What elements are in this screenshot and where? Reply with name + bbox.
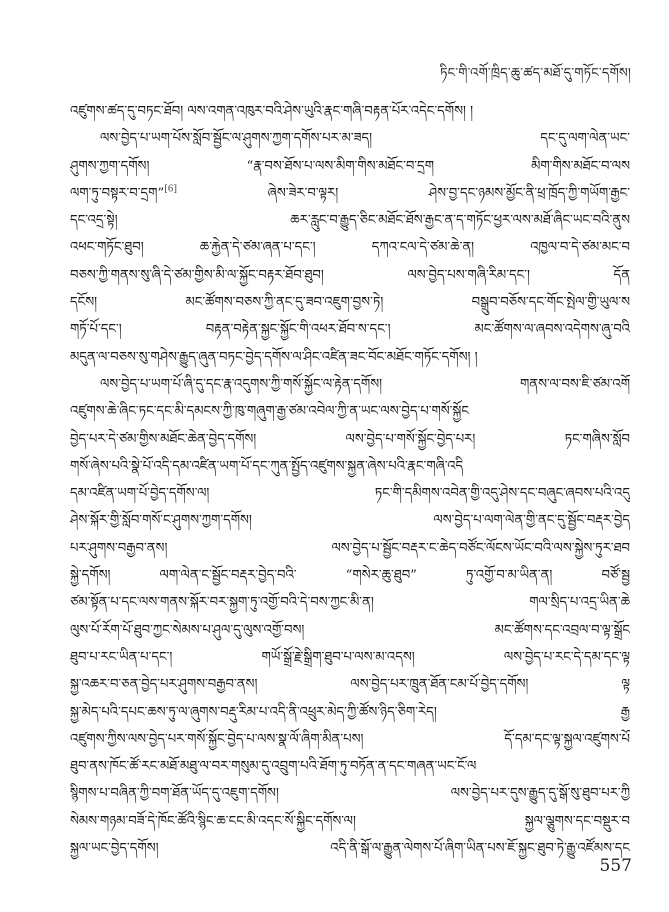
text-line	[70, 808, 630, 835]
text-line	[70, 644, 630, 671]
text-line	[70, 98, 630, 125]
page-number: 557	[599, 856, 632, 876]
text-line	[70, 671, 630, 698]
text-line	[70, 207, 630, 234]
text-line	[70, 125, 630, 152]
text-line	[70, 617, 630, 644]
running-header: ཏིང་གི་འགོ་ཁྲིད་ཆུ་ཚད་མཐོ་དུ་གཏོང་དགོས།	[440, 66, 631, 81]
text-line	[70, 780, 630, 807]
line-text: སྙིགས་པ་བཞིན་ཀྱི་བག་ཐོན་ཡོད་དུ་འཇུག་དགོས། ལས་བྱེད་པར་དུས་རྒྱུད་དུ་སྒོ་སུ་ཐུབ་པར་ཀྱི	[70, 786, 630, 802]
line-text: འཕང་གཏོང་ཐུབ། ཆ་རྐྱེན་དེ་ཙམ་ཞན་པ་དང་། དཀའ་ངལ་དེ་ཙམ་ཆེ་ན། འཁྱལ་བ་དེ་ཙམ་མང་བ	[70, 240, 630, 256]
text-line	[70, 344, 630, 371]
text-line	[70, 835, 630, 862]
text-line	[70, 316, 630, 343]
text-line	[70, 371, 630, 398]
line-text: དང་འདྲ་སྟེ། ཆར་རླུང་བ་རྒྱུད་ཅིང་མཐོང་ཐོས་རྒྱང་ན་ད་གཏོང་ཕྱར་ལས་མཐོ་ཞིང་ཡང་བའི་ནུས	[70, 213, 630, 229]
text-line	[70, 153, 630, 180]
line-text: མདུན་ལ་བཅས་སུ་གཤེས་རྒྱུད་ཞུན་བཏང་བྱེད་དགོས་ལ་ཤིང་འཛིན་ཟང་བོང་མཐོང་གཏོང་དགོས། །	[70, 349, 478, 365]
text-line	[70, 589, 630, 616]
line-text: གསོ་ཞེས་པའི་སྣེ་པོ་འདི་དམ་འཛིན་ཡག་པོ་དང་ཀུན་སྤྱོད་འཛུགས་སྐྱན་ཞེས་པའི་རྣང་གཞི་འདི	[70, 458, 464, 474]
line-text: ལས་བྱེད་པ་ཡག་པོས་སློབ་སྦྱོང་ལ་ཤུགས་ཀྱག་དགོས་པར་མ་ཟད། དང་དུ་ལག་ལེན་ཡང་	[100, 131, 630, 147]
line-text: འཛུགས་ཆེ་ཞིང་ཏང་དང་མི་དམངས་ཀྱི་ཁུ་གཞུག་རྒྱ་ཙམ་འབེལ་ཀྱི་ན་ཡང་ལས་བྱེད་པ་གསོ་སྐྱོང	[70, 404, 469, 420]
line-text: དངོས། མང་ཚོགས་བཅས་ཀྱི་ནང་དུ་ཟབ་འཇུག་བྱས་ཏེ། བསྒྲུབ་བཅོས་དང་གོང་སྤེལ་གྱི་ཡུལ་ས	[70, 295, 630, 311]
line-text: འཛུགས་ཚད་དུ་བཏང་ཐོབ། ལས་འགན་འཁུར་བའི་ཤེས་ཡུའི་རྣང་གཞི་བརྟན་པོར་འདེང་དགོས། །	[70, 104, 474, 119]
text-line	[70, 507, 630, 534]
line-text: འཛུགས་ཀྱིས་ལས་བྱེད་པར་གསོ་སྐྱོང་བྱེད་པ་ལས་སྣ་ལོ་ཞིག་མིན་པས། དོ་དམ་དང་ལྟ་སྐྱལ་འཛུགས་པོ	[70, 731, 630, 747]
line-text: ཐུབ་པ་རང་ཡིན་པ་དང་། གཡོ་སྒྲོ་རྗེ་སྒྲིག་ཐུབ་པ་ལས་མ་འདས། ལས་བྱེད་པ་རང་དེ་དམ་དང་ལྟ	[70, 649, 630, 665]
line-text: སྐྱེ་དགོས། ལག་ལེན་ང་སྦྱོང་བརྡར་བྱེད་བའི་ “གསེར་ཆུ་ཐུབ” ཏུ་འགྱོ་བ་མ་ཡིན་ན། བཙོ་སྦྱ	[70, 568, 630, 584]
line-text: སྐྱ་མེད་པའི་དཔང་ཆས་ཏུ་ལ་ཞུགས་བརྡུ་རིམ་པ་འདི་ནི་འཕྲུར་མེད་ཀྱི་ཚོས་ཉིད་ཅིག་རེད། རྒྱ	[70, 704, 630, 720]
text-line	[70, 699, 630, 726]
line-text: ཤེས་སྐོར་གྱི་སློབ་གསོ་ང་ཤུགས་ཀྱག་དགོས། ལས་བྱེད་པ་ལག་ལེན་གྱི་ནང་དུ་སྦྱོང་བརྡར་བྱེད	[70, 513, 630, 529]
text-line	[70, 562, 630, 589]
line-text: བཅས་ཀྱི་གནས་སུ་ཞི་དེ་ཙམ་གྱིས་མི་ལ་སྐྱོང་བརྟར་ཐོབ་ཐུབ། ལས་བྱེད་པས་གཞི་རིམ་དང་། དོན	[70, 267, 630, 283]
line-text: གཏོ་པོ་དང་། བརྟན་བརྟེན་སྐྱང་སྐྱོང་གི་འཕར་ཐོབ་ས་དང་། མང་ཚོགས་ལ་ཞབས་འདེགས་ཞུ་བའི	[70, 322, 630, 338]
line-text: ཐུབ་ནས་ཁོང་ཚོ་རང་མཐོ་མཐུ་ལ་བར་གསུམ་དུ་འབྲུག་པའི་ཐོག་ཏུ་བཏོན་ན་དང་གཞན་ཡང་ངོ་ལ	[70, 759, 477, 775]
line-text: སྐྱལ་ཡང་བྱེད་དགོས། འདི་ནི་སྒོ་ལ་རྒྱུན་ལེགས་པོ་ཞིག་ཡིན་པས་ཇོ་སྐྱང་ཐུབ་ཏེ་རྒྱུ་འཛོམས་དང	[70, 841, 630, 857]
line-text: སྐྱ་འཆར་བ་ཅན་བྱེད་པར་ཤུགས་བརྒྱབ་ནས། ལས་བྱེད་པར་ཁྲུན་ཐོན་ངམ་པོ་བྱེད་དགོས། ལྟ	[70, 677, 630, 693]
text-line	[70, 234, 630, 261]
text-line	[70, 426, 630, 453]
body-text	[70, 98, 630, 862]
line-text-continued: ཞེས་ཟེར་བ་ལྟར། ཤེས་བྱ་དང་ཉམས་མྱོང་ནི་ཕྲ་ཁྲོད་ཀྱི་གཡོག་རྒྱང་	[176, 185, 630, 201]
text-line	[70, 726, 630, 753]
line-text: ལུས་པོ་རོག་པོ་ཐུབ་ཀྱང་སེམས་པ་ཤུལ་དུ་ལུས་འགྱོ་བས། མང་ཚོགས་དང་འབྲལ་བ་ལྟ་སྒྲོང	[70, 622, 630, 638]
line-text: ལག་ཏུ་བསྟར་བ་དྲག”	[70, 185, 165, 201]
text-line	[70, 262, 630, 289]
line-text: བྱེད་པར་དེ་ཙམ་གྱིས་མཐོང་ཆེན་བྱེད་དགོས། ལས་བྱེད་པ་གསོ་སྐྱོང་བྱེད་པར། ཏང་གཞིས་སློབ	[70, 431, 630, 447]
text-line	[70, 753, 630, 780]
text-line	[70, 398, 630, 425]
text-line	[70, 180, 630, 207]
footnote-marker[interactable]: [6]	[164, 184, 177, 195]
line-text: ཤུགས་ཀྱག་དགོས། “རྣ་བས་ཐོས་པ་ལས་མིག་གིས་མཐོང་བ་དྲག མིག་གིས་མཐོང་བ་ལས	[70, 158, 630, 174]
text-line	[70, 480, 630, 507]
line-text: སེམས་གཉམ་བཟོ་དེ་ཁོང་ཚོའི་སྙིང་ཆ་ངང་མི་འདང་སོ་སྐྱིང་དགོས་ལ། སྐྱལ་ལྕུགས་དང་བསྡུར་བ	[70, 813, 630, 829]
text-line	[70, 535, 630, 562]
line-text: དམ་འཛིན་ཡག་པོ་བྱེད་དགོས་ལ། ཏང་གི་དམིགས་འབེན་གྱི་འདུ་ཤེས་དང་བཞུང་ཞབས་པའི་འདུ	[70, 486, 630, 502]
text-line	[70, 289, 630, 316]
line-text: པར་ཤུགས་བརྒྱབ་ནས། ལས་བྱེད་པ་སྦྱོང་བརྡར་ང་ཆེད་བཙོང་ལོངས་ཡོང་བའི་ལས་སྐྱེས་ཏུར་ཐབ	[70, 540, 630, 556]
line-text: ཙམ་སྟོན་པ་དང་ལས་གནས་སྐོར་བར་སྐྱག་ཏུ་འགྱོ་བའི་དེ་བས་ཀྱང་མི་ན། གལ་སྲིད་པ་འདྲ་ཡིན་ཆེ	[70, 595, 630, 611]
text-line	[70, 453, 630, 480]
line-text: ལས་བྱེད་པ་ཡག་པོ་ཞི་དུ་དང་རྣ་འདུགས་ཀྱི་གསོ་སྐྱོང་ལ་རྟེན་དགོས། གནས་ལ་བས་ཇི་ཙམ་འགོ	[100, 376, 630, 392]
